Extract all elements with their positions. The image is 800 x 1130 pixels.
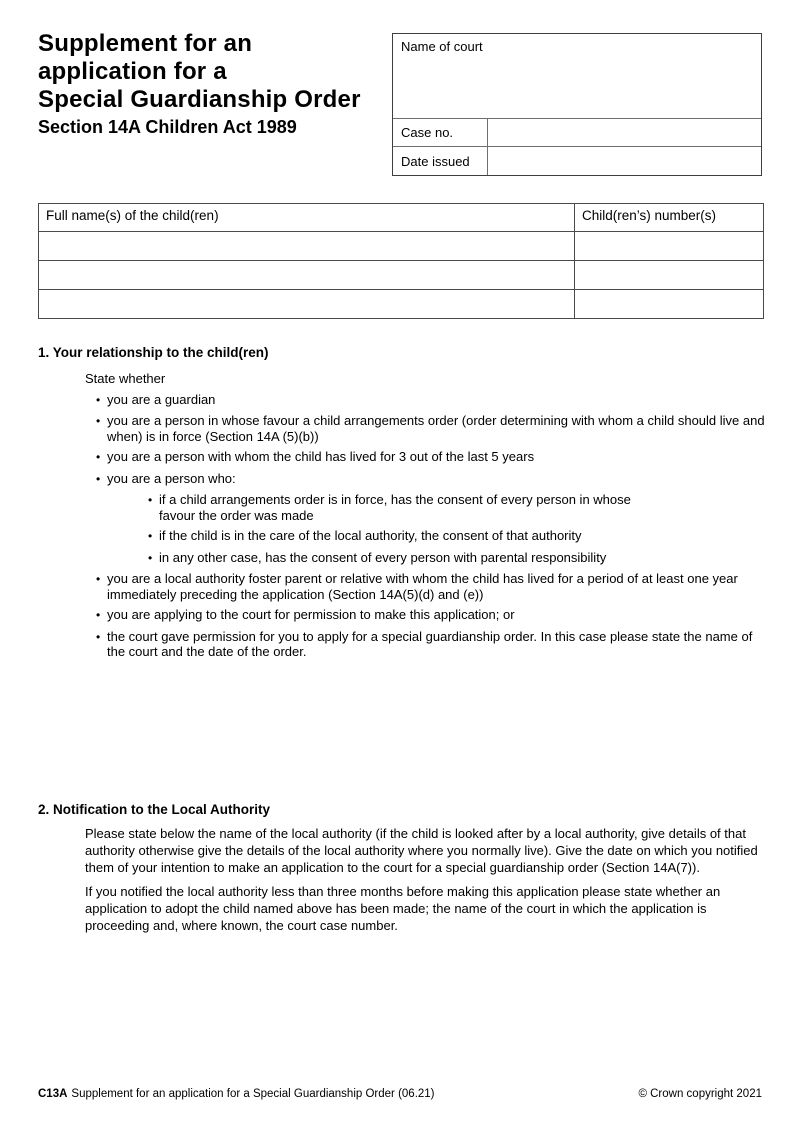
bullet-icon <box>96 607 107 624</box>
child-number-cell[interactable] <box>575 232 764 261</box>
bullet-icon <box>96 571 107 602</box>
page-title-line-2: application for a <box>38 58 227 85</box>
list-item-text: the court gave permission for you to apply for a special guardianship order. In this case please state the name of the court and the date of the order. <box>107 628 753 659</box>
date-issued-label: Date issued <box>393 147 488 175</box>
list-item-text: if a child arrangements order is in force, has the consent of every person in whose favour the order was made <box>159 492 631 523</box>
copyright-notice: © Crown copyright 2021 <box>638 1088 762 1100</box>
children-table <box>38 203 764 319</box>
list-item-text: you are applying to the court for permission to make this application; or <box>107 607 515 622</box>
page-title-line-3: Special Guardianship Order <box>38 86 361 113</box>
footer-form-reference <box>38 1087 435 1101</box>
col-header-child-names: Full name(s) of the child(ren) <box>39 204 575 232</box>
list-item-text: you are a guardian <box>107 391 216 407</box>
section2-paragraph: Please state below the name of the local authority (if the child is looked after by a local authority, give details of that authority otherwise give the details of the local authority where you normally live). Give the date on which you notified them of your intention to make an application to the court for a special guardianship order (Section 14A(7)). <box>85 826 758 875</box>
list-item <box>38 571 765 602</box>
bullet-icon <box>96 629 107 660</box>
list-item <box>38 449 765 466</box>
table-row <box>39 261 764 290</box>
name-of-court-label: Name of court <box>401 39 483 54</box>
child-number-cell[interactable] <box>575 261 764 290</box>
sub-list-item <box>38 550 765 567</box>
bullet-icon <box>96 413 107 444</box>
child-name-cell[interactable] <box>39 290 575 319</box>
child-number-cell[interactable] <box>575 290 764 319</box>
form-code: C13A <box>38 1088 68 1100</box>
page-footer <box>38 1087 762 1101</box>
table-row <box>39 290 764 319</box>
bullet-icon <box>96 392 107 409</box>
list-item-text: you are a person with whom the child has lived for 3 out of the last 5 years <box>107 449 535 464</box>
bullet-icon <box>148 528 159 545</box>
list-item-text: you are a local authority foster parent or relative with whom the child has lived for a period of at least one year immediately preceding the application (Section 14A(5)(d) and (e)) <box>107 571 738 602</box>
section-relationship <box>38 345 765 660</box>
list-item <box>38 471 765 488</box>
bullet-icon <box>148 492 159 523</box>
name-of-court-field[interactable] <box>393 34 761 119</box>
section2-heading: 2. Notification to the Local Authority <box>38 802 270 817</box>
col-header-child-numbers: Child(ren’s) number(s) <box>575 204 764 232</box>
bullet-icon <box>96 449 107 466</box>
section1-intro: State whether <box>85 371 166 386</box>
bullet-icon <box>96 471 107 488</box>
list-item <box>38 392 765 409</box>
list-item-text: if the child is in the care of the local authority, the consent of that authority <box>159 528 582 543</box>
list-item <box>38 413 765 444</box>
page-title-line-1: Supplement for an <box>38 30 253 57</box>
date-issued-row <box>393 147 761 175</box>
case-no-label: Case no. <box>393 119 488 146</box>
court-details-box <box>392 33 762 176</box>
child-name-cell[interactable] <box>39 232 575 261</box>
case-no-field[interactable] <box>488 119 761 146</box>
list-item-text: in any other case, has the consent of every person with parental responsibility <box>159 549 607 565</box>
list-item <box>38 607 765 624</box>
section-notification <box>38 802 765 934</box>
bullet-icon <box>148 550 159 567</box>
footer-form-title: Supplement for an application for a Special Guardianship Order (06.21) <box>71 1088 435 1100</box>
form-subtitle: Section 14A Children Act 1989 <box>38 117 297 137</box>
section1-heading: 1. Your relationship to the child(ren) <box>38 345 269 360</box>
table-row <box>39 232 764 261</box>
section2-paragraph: If you notified the local authority less than three months before making this application please state whether an application to adopt the child named above has been made; the name of the court in which the application is proceeding and, where known, the court case number. <box>85 884 721 933</box>
child-name-cell[interactable] <box>39 261 575 290</box>
form-title-block <box>38 30 388 138</box>
date-issued-field[interactable] <box>488 147 761 175</box>
sub-list-item <box>38 492 765 523</box>
children-table-header-row <box>39 204 764 232</box>
list-item <box>38 629 765 660</box>
sub-list-item <box>38 528 765 545</box>
case-no-row <box>393 119 761 147</box>
list-item-text: you are a person in whose favour a child arrangements order (order determining with whom a child should live and when) is in force (Section 14A (5)(b)) <box>107 413 765 444</box>
list-item-text: you are a person who: <box>107 470 236 486</box>
